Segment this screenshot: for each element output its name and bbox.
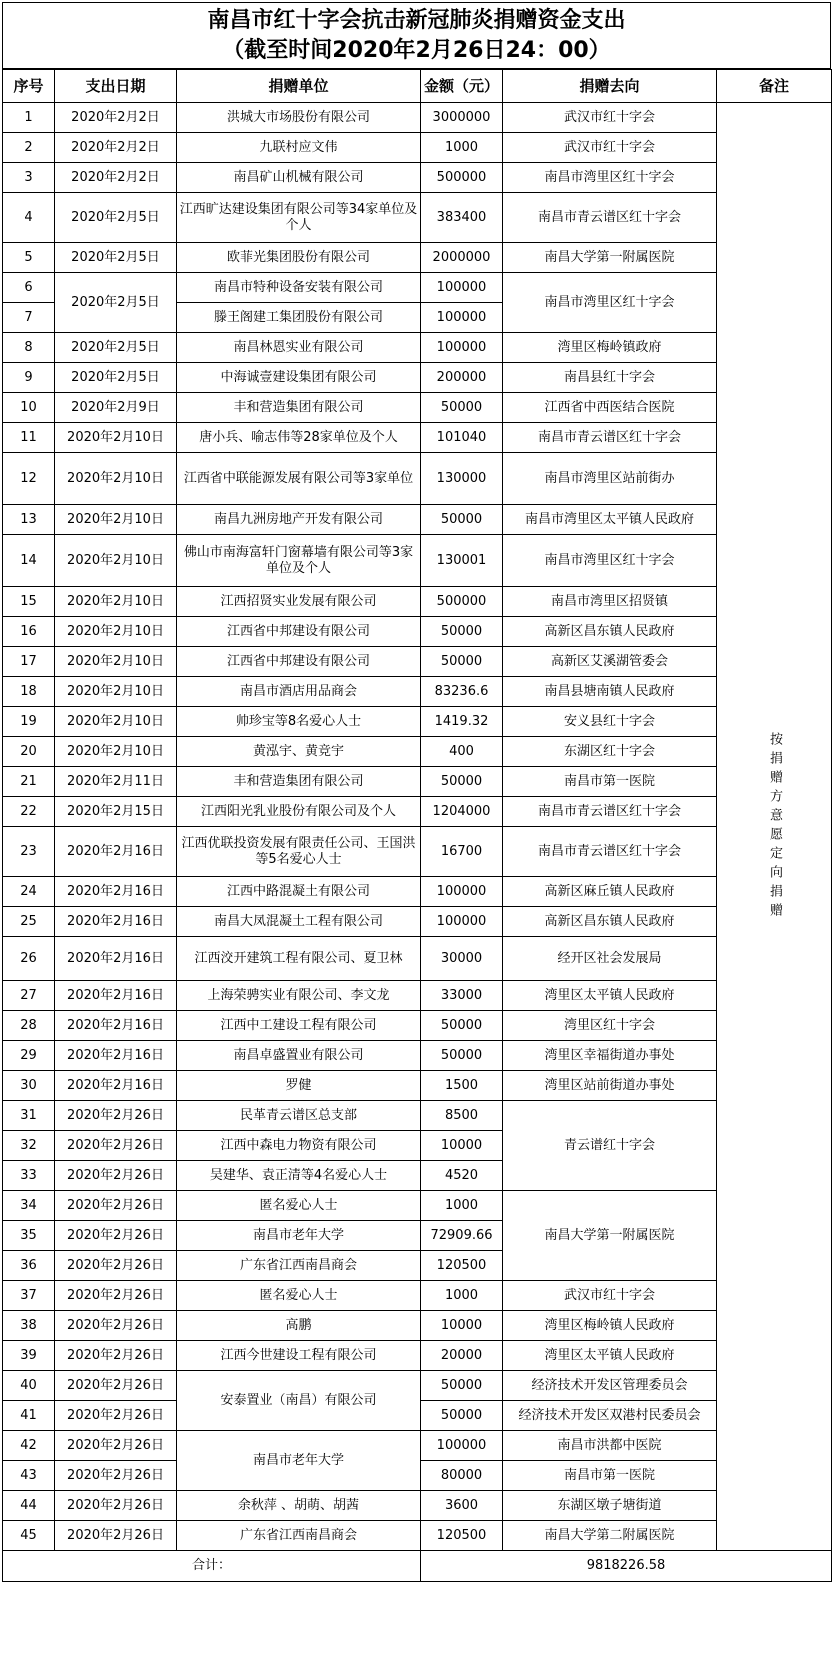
cell-dest: 南昌市湾里区红十字会 — [503, 535, 717, 587]
cell-amount: 10000 — [421, 1311, 503, 1341]
cell-donor: 江西优联投资发展有限责任公司、王国洪等5名爱心人士 — [177, 827, 421, 877]
cell-seq: 8 — [3, 333, 55, 363]
cell-date: 2020年2月16日 — [55, 827, 177, 877]
cell-amount: 30000 — [421, 937, 503, 981]
table-row — [3, 1281, 832, 1311]
cell-dest: 高新区艾溪湖管委会 — [503, 647, 717, 677]
table-row — [3, 1371, 832, 1401]
cell-date: 2020年2月5日 — [55, 273, 177, 333]
table-row — [3, 163, 832, 193]
cell-amount: 80000 — [421, 1461, 503, 1491]
cell-date: 2020年2月2日 — [55, 163, 177, 193]
cell-donor: 江西中工建设工程有限公司 — [177, 1011, 421, 1041]
cell-date: 2020年2月26日 — [55, 1371, 177, 1401]
cell-amount: 100000 — [421, 1431, 503, 1461]
cell-amount: 130000 — [421, 453, 503, 505]
cell-seq: 12 — [3, 453, 55, 505]
cell-date: 2020年2月26日 — [55, 1401, 177, 1431]
cell-amount: 50000 — [421, 767, 503, 797]
cell-seq: 15 — [3, 587, 55, 617]
cell-amount: 1000 — [421, 1191, 503, 1221]
cell-amount: 83236.6 — [421, 677, 503, 707]
cell-donor: 南昌卓盛置业有限公司 — [177, 1041, 421, 1071]
table-row — [3, 333, 832, 363]
cell-dest: 南昌市青云谱区红十字会 — [503, 797, 717, 827]
total-row — [3, 1551, 832, 1582]
cell-dest: 南昌市青云谱区红十字会 — [503, 827, 717, 877]
cell-amount: 50000 — [421, 505, 503, 535]
cell-donor: 江西洨开建筑工程有限公司、夏卫林 — [177, 937, 421, 981]
cell-dest: 南昌市湾里区红十字会 — [503, 273, 717, 333]
expenditure-table — [2, 69, 832, 1582]
cell-donor: 余秋萍 、胡萌、胡茜 — [177, 1491, 421, 1521]
table-row — [3, 877, 832, 907]
cell-donor: 南昌矿山机械有限公司 — [177, 163, 421, 193]
cell-donor: 南昌市特种设备安装有限公司 — [177, 273, 421, 303]
total-amount: 9818226.58 — [421, 1551, 832, 1582]
table-row — [3, 981, 832, 1011]
cell-donor: 江西省中联能源发展有限公司等3家单位 — [177, 453, 421, 505]
cell-seq: 5 — [3, 243, 55, 273]
table-row — [3, 737, 832, 767]
cell-dest: 高新区麻丘镇人民政府 — [503, 877, 717, 907]
cell-seq: 7 — [3, 303, 55, 333]
cell-date: 2020年2月26日 — [55, 1341, 177, 1371]
cell-donor: 中海诚壹建设集团有限公司 — [177, 363, 421, 393]
table-row — [3, 1191, 832, 1221]
cell-amount: 1500 — [421, 1071, 503, 1101]
cell-amount: 3600 — [421, 1491, 503, 1521]
cell-seq: 19 — [3, 707, 55, 737]
cell-date: 2020年2月10日 — [55, 587, 177, 617]
cell-dest: 南昌市湾里区太平镇人民政府 — [503, 505, 717, 535]
cell-amount: 10000 — [421, 1131, 503, 1161]
table-row — [3, 617, 832, 647]
cell-dest: 南昌市洪都中医院 — [503, 1431, 717, 1461]
cell-donor: 欧菲光集团股份有限公司 — [177, 243, 421, 273]
table-row — [3, 243, 832, 273]
header-seq: 序号 — [3, 70, 55, 103]
cell-seq: 25 — [3, 907, 55, 937]
cell-dest: 南昌大学第二附属医院 — [503, 1521, 717, 1551]
cell-seq: 43 — [3, 1461, 55, 1491]
cell-date: 2020年2月5日 — [55, 333, 177, 363]
cell-dest: 武汉市红十字会 — [503, 133, 717, 163]
cell-date: 2020年2月11日 — [55, 767, 177, 797]
table-row — [3, 647, 832, 677]
cell-date: 2020年2月16日 — [55, 877, 177, 907]
header-note: 备注 — [717, 70, 832, 103]
cell-donor: 洪城大市场股份有限公司 — [177, 103, 421, 133]
cell-donor: 帅珍宝等8名爱心人士 — [177, 707, 421, 737]
cell-date: 2020年2月26日 — [55, 1251, 177, 1281]
cell-seq: 27 — [3, 981, 55, 1011]
table-row — [3, 273, 832, 303]
cell-donor: 罗健 — [177, 1071, 421, 1101]
cell-date: 2020年2月10日 — [55, 737, 177, 767]
cell-seq: 32 — [3, 1131, 55, 1161]
table-row — [3, 393, 832, 423]
cell-date: 2020年2月26日 — [55, 1461, 177, 1491]
cell-seq: 40 — [3, 1371, 55, 1401]
cell-seq: 45 — [3, 1521, 55, 1551]
cell-donor: 丰和营造集团有限公司 — [177, 393, 421, 423]
cell-date: 2020年2月10日 — [55, 505, 177, 535]
cell-dest: 高新区昌东镇人民政府 — [503, 907, 717, 937]
cell-donor: 上海荣骋实业有限公司、李文龙 — [177, 981, 421, 1011]
cell-dest: 南昌市第一医院 — [503, 767, 717, 797]
cell-amount: 500000 — [421, 587, 503, 617]
table-row — [3, 453, 832, 505]
cell-seq: 35 — [3, 1221, 55, 1251]
cell-dest: 南昌市青云谱区红十字会 — [503, 423, 717, 453]
cell-seq: 24 — [3, 877, 55, 907]
cell-dest: 南昌县塘南镇人民政府 — [503, 677, 717, 707]
table-row — [3, 1491, 832, 1521]
table-row — [3, 937, 832, 981]
cell-seq: 29 — [3, 1041, 55, 1071]
table-row — [3, 423, 832, 453]
total-label: 合计： — [3, 1551, 421, 1582]
header-donor: 捐赠单位 — [177, 70, 421, 103]
cell-date: 2020年2月10日 — [55, 453, 177, 505]
table-row — [3, 133, 832, 163]
cell-date: 2020年2月26日 — [55, 1191, 177, 1221]
table-row — [3, 1071, 832, 1101]
cell-amount: 72909.66 — [421, 1221, 503, 1251]
table-row — [3, 103, 832, 133]
cell-amount: 50000 — [421, 1041, 503, 1071]
cell-amount: 100000 — [421, 877, 503, 907]
cell-dest: 南昌市青云谱区红十字会 — [503, 193, 717, 243]
cell-amount: 4520 — [421, 1161, 503, 1191]
cell-dest: 武汉市红十字会 — [503, 1281, 717, 1311]
cell-seq: 44 — [3, 1491, 55, 1521]
cell-dest: 高新区昌东镇人民政府 — [503, 617, 717, 647]
cell-dest: 南昌市湾里区站前街办 — [503, 453, 717, 505]
cell-dest: 湾里区太平镇人民政府 — [503, 1341, 717, 1371]
cell-amount: 1000 — [421, 1281, 503, 1311]
cell-donor: 南昌市老年大学 — [177, 1431, 421, 1491]
cell-date: 2020年2月2日 — [55, 133, 177, 163]
cell-amount: 20000 — [421, 1341, 503, 1371]
cell-seq: 30 — [3, 1071, 55, 1101]
cell-seq: 33 — [3, 1161, 55, 1191]
cell-donor: 江西旷达建设集团有限公司等34家单位及个人 — [177, 193, 421, 243]
cell-dest: 湾里区梅岭镇政府 — [503, 333, 717, 363]
cell-seq: 26 — [3, 937, 55, 981]
cell-donor: 黄泓宇、黄竞宇 — [177, 737, 421, 767]
cell-seq: 42 — [3, 1431, 55, 1461]
cell-donor: 唐小兵、喻志伟等28家单位及个人 — [177, 423, 421, 453]
cell-donor: 江西阳光乳业股份有限公司及个人 — [177, 797, 421, 827]
cell-donor: 佛山市南海富轩门窗幕墙有限公司等3家单位及个人 — [177, 535, 421, 587]
cell-dest: 安义县红十字会 — [503, 707, 717, 737]
cell-dest: 东湖区墩子塘街道 — [503, 1491, 717, 1521]
cell-seq: 28 — [3, 1011, 55, 1041]
cell-dest: 东湖区红十字会 — [503, 737, 717, 767]
cell-seq: 21 — [3, 767, 55, 797]
cell-seq: 20 — [3, 737, 55, 767]
table-row — [3, 1011, 832, 1041]
cell-seq: 22 — [3, 797, 55, 827]
cell-donor: 江西省中邦建设有限公司 — [177, 617, 421, 647]
cell-date: 2020年2月16日 — [55, 1071, 177, 1101]
cell-seq: 11 — [3, 423, 55, 453]
cell-donor: 匿名爱心人士 — [177, 1191, 421, 1221]
cell-seq: 17 — [3, 647, 55, 677]
table-row — [3, 1341, 832, 1371]
cell-date: 2020年2月16日 — [55, 1011, 177, 1041]
cell-date: 2020年2月26日 — [55, 1311, 177, 1341]
cell-donor: 丰和营造集团有限公司 — [177, 767, 421, 797]
cell-date: 2020年2月16日 — [55, 907, 177, 937]
cell-amount: 100000 — [421, 907, 503, 937]
cell-amount: 1000 — [421, 133, 503, 163]
cell-seq: 18 — [3, 677, 55, 707]
cell-date: 2020年2月10日 — [55, 617, 177, 647]
cell-amount: 50000 — [421, 1371, 503, 1401]
cell-seq: 3 — [3, 163, 55, 193]
cell-donor: 高鹏 — [177, 1311, 421, 1341]
cell-seq: 10 — [3, 393, 55, 423]
cell-dest: 青云谱红十字会 — [503, 1101, 717, 1191]
cell-dest: 经开区社会发展局 — [503, 937, 717, 981]
cell-amount: 50000 — [421, 1401, 503, 1431]
table-row — [3, 827, 832, 877]
cell-dest: 南昌市湾里区红十字会 — [503, 163, 717, 193]
table-row — [3, 907, 832, 937]
cell-date: 2020年2月10日 — [55, 677, 177, 707]
cell-amount: 400 — [421, 737, 503, 767]
cell-donor: 民革青云谱区总支部 — [177, 1101, 421, 1131]
cell-date: 2020年2月16日 — [55, 981, 177, 1011]
table-row — [3, 587, 832, 617]
cell-date: 2020年2月10日 — [55, 647, 177, 677]
table-row — [3, 505, 832, 535]
cell-dest: 经济技术开发区管理委员会 — [503, 1371, 717, 1401]
cell-amount: 100000 — [421, 303, 503, 333]
cell-seq: 37 — [3, 1281, 55, 1311]
table-row — [3, 1431, 832, 1461]
header-amount: 金额（元） — [421, 70, 503, 103]
cell-donor: 匿名爱心人士 — [177, 1281, 421, 1311]
title-cutoff: （截至时间2020年2月26日24：00） — [222, 38, 611, 63]
cell-date: 2020年2月5日 — [55, 243, 177, 273]
table-row — [3, 363, 832, 393]
cell-date: 2020年2月26日 — [55, 1431, 177, 1461]
cell-donor: 广东省江西南昌商会 — [177, 1251, 421, 1281]
cell-donor: 安泰置业（南昌）有限公司 — [177, 1371, 421, 1431]
table-row — [3, 1521, 832, 1551]
cell-seq: 39 — [3, 1341, 55, 1371]
cell-amount: 8500 — [421, 1101, 503, 1131]
table-row — [3, 797, 832, 827]
cell-date: 2020年2月10日 — [55, 535, 177, 587]
cell-donor: 滕王阁建工集团股份有限公司 — [177, 303, 421, 333]
table-row — [3, 677, 832, 707]
cell-dest: 湾里区站前街道办事处 — [503, 1071, 717, 1101]
cell-amount: 33000 — [421, 981, 503, 1011]
cell-seq: 34 — [3, 1191, 55, 1221]
cell-date: 2020年2月26日 — [55, 1161, 177, 1191]
cell-dest: 南昌县红十字会 — [503, 363, 717, 393]
cell-amount: 500000 — [421, 163, 503, 193]
cell-amount: 100000 — [421, 333, 503, 363]
cell-dest: 江西省中西医结合医院 — [503, 393, 717, 423]
cell-amount: 3000000 — [421, 103, 503, 133]
cell-dest: 武汉市红十字会 — [503, 103, 717, 133]
cell-seq: 14 — [3, 535, 55, 587]
cell-dest: 湾里区幸福街道办事处 — [503, 1041, 717, 1071]
cell-date: 2020年2月10日 — [55, 423, 177, 453]
cell-donor: 南昌九洲房地产开发有限公司 — [177, 505, 421, 535]
cell-seq: 38 — [3, 1311, 55, 1341]
cell-dest: 南昌大学第一附属医院 — [503, 1191, 717, 1281]
header-dest: 捐赠去向 — [503, 70, 717, 103]
cell-seq: 16 — [3, 617, 55, 647]
cell-amount: 16700 — [421, 827, 503, 877]
header-row — [3, 70, 832, 103]
cell-seq: 2 — [3, 133, 55, 163]
note-cell: 按捐赠方意愿定向捐赠 — [717, 103, 832, 1551]
cell-amount: 120500 — [421, 1251, 503, 1281]
cell-date: 2020年2月26日 — [55, 1221, 177, 1251]
cell-amount: 120500 — [421, 1521, 503, 1551]
table-row — [3, 1041, 832, 1071]
cell-date: 2020年2月26日 — [55, 1131, 177, 1161]
cell-dest: 湾里区红十字会 — [503, 1011, 717, 1041]
cell-amount: 2000000 — [421, 243, 503, 273]
cell-amount: 1204000 — [421, 797, 503, 827]
cell-donor: 南昌市老年大学 — [177, 1221, 421, 1251]
cell-date: 2020年2月26日 — [55, 1101, 177, 1131]
cell-dest: 南昌市湾里区招贤镇 — [503, 587, 717, 617]
cell-dest: 湾里区梅岭镇人民政府 — [503, 1311, 717, 1341]
table-row — [3, 193, 832, 243]
cell-amount: 1419.32 — [421, 707, 503, 737]
cell-donor: 吴建华、袁正清等4名爱心人士 — [177, 1161, 421, 1191]
cell-amount: 101040 — [421, 423, 503, 453]
cell-date: 2020年2月5日 — [55, 363, 177, 393]
cell-amount: 50000 — [421, 617, 503, 647]
table-row — [3, 1311, 832, 1341]
cell-date: 2020年2月26日 — [55, 1491, 177, 1521]
cell-amount: 383400 — [421, 193, 503, 243]
cell-donor: 江西中路混凝土有限公司 — [177, 877, 421, 907]
cell-date: 2020年2月9日 — [55, 393, 177, 423]
cell-date: 2020年2月2日 — [55, 103, 177, 133]
cell-amount: 100000 — [421, 273, 503, 303]
cell-seq: 23 — [3, 827, 55, 877]
cell-seq: 6 — [3, 273, 55, 303]
sheet-title — [2, 2, 831, 69]
cell-date: 2020年2月16日 — [55, 937, 177, 981]
cell-amount: 50000 — [421, 1011, 503, 1041]
cell-date: 2020年2月10日 — [55, 707, 177, 737]
cell-amount: 200000 — [421, 363, 503, 393]
cell-seq: 1 — [3, 103, 55, 133]
cell-donor: 江西今世建设工程有限公司 — [177, 1341, 421, 1371]
cell-seq: 4 — [3, 193, 55, 243]
cell-date: 2020年2月26日 — [55, 1521, 177, 1551]
cell-dest: 湾里区太平镇人民政府 — [503, 981, 717, 1011]
header-date: 支出日期 — [55, 70, 177, 103]
cell-dest: 南昌大学第一附属医院 — [503, 243, 717, 273]
cell-donor: 南昌林恩实业有限公司 — [177, 333, 421, 363]
cell-amount: 50000 — [421, 393, 503, 423]
cell-amount: 50000 — [421, 647, 503, 677]
cell-seq: 13 — [3, 505, 55, 535]
table-row — [3, 707, 832, 737]
cell-donor: 江西省中邦建设有限公司 — [177, 647, 421, 677]
table-row — [3, 535, 832, 587]
cell-seq: 31 — [3, 1101, 55, 1131]
cell-donor: 九联村应文伟 — [177, 133, 421, 163]
cell-date: 2020年2月5日 — [55, 193, 177, 243]
cell-donor: 广东省江西南昌商会 — [177, 1521, 421, 1551]
cell-seq: 9 — [3, 363, 55, 393]
cell-dest: 经济技术开发区双港村民委员会 — [503, 1401, 717, 1431]
cell-dest: 南昌市第一医院 — [503, 1461, 717, 1491]
cell-seq: 36 — [3, 1251, 55, 1281]
cell-donor: 江西中森电力物资有限公司 — [177, 1131, 421, 1161]
table-row — [3, 767, 832, 797]
title-main: 南昌市红十字会抗击新冠肺炎捐赠资金支出 — [207, 8, 626, 33]
cell-donor: 南昌市酒店用品商会 — [177, 677, 421, 707]
cell-amount: 130001 — [421, 535, 503, 587]
cell-seq: 41 — [3, 1401, 55, 1431]
table-row — [3, 1101, 832, 1131]
cell-donor: 江西招贤实业发展有限公司 — [177, 587, 421, 617]
cell-donor: 南昌大凤混凝土工程有限公司 — [177, 907, 421, 937]
cell-date: 2020年2月16日 — [55, 1041, 177, 1071]
cell-date: 2020年2月26日 — [55, 1281, 177, 1311]
cell-date: 2020年2月15日 — [55, 797, 177, 827]
